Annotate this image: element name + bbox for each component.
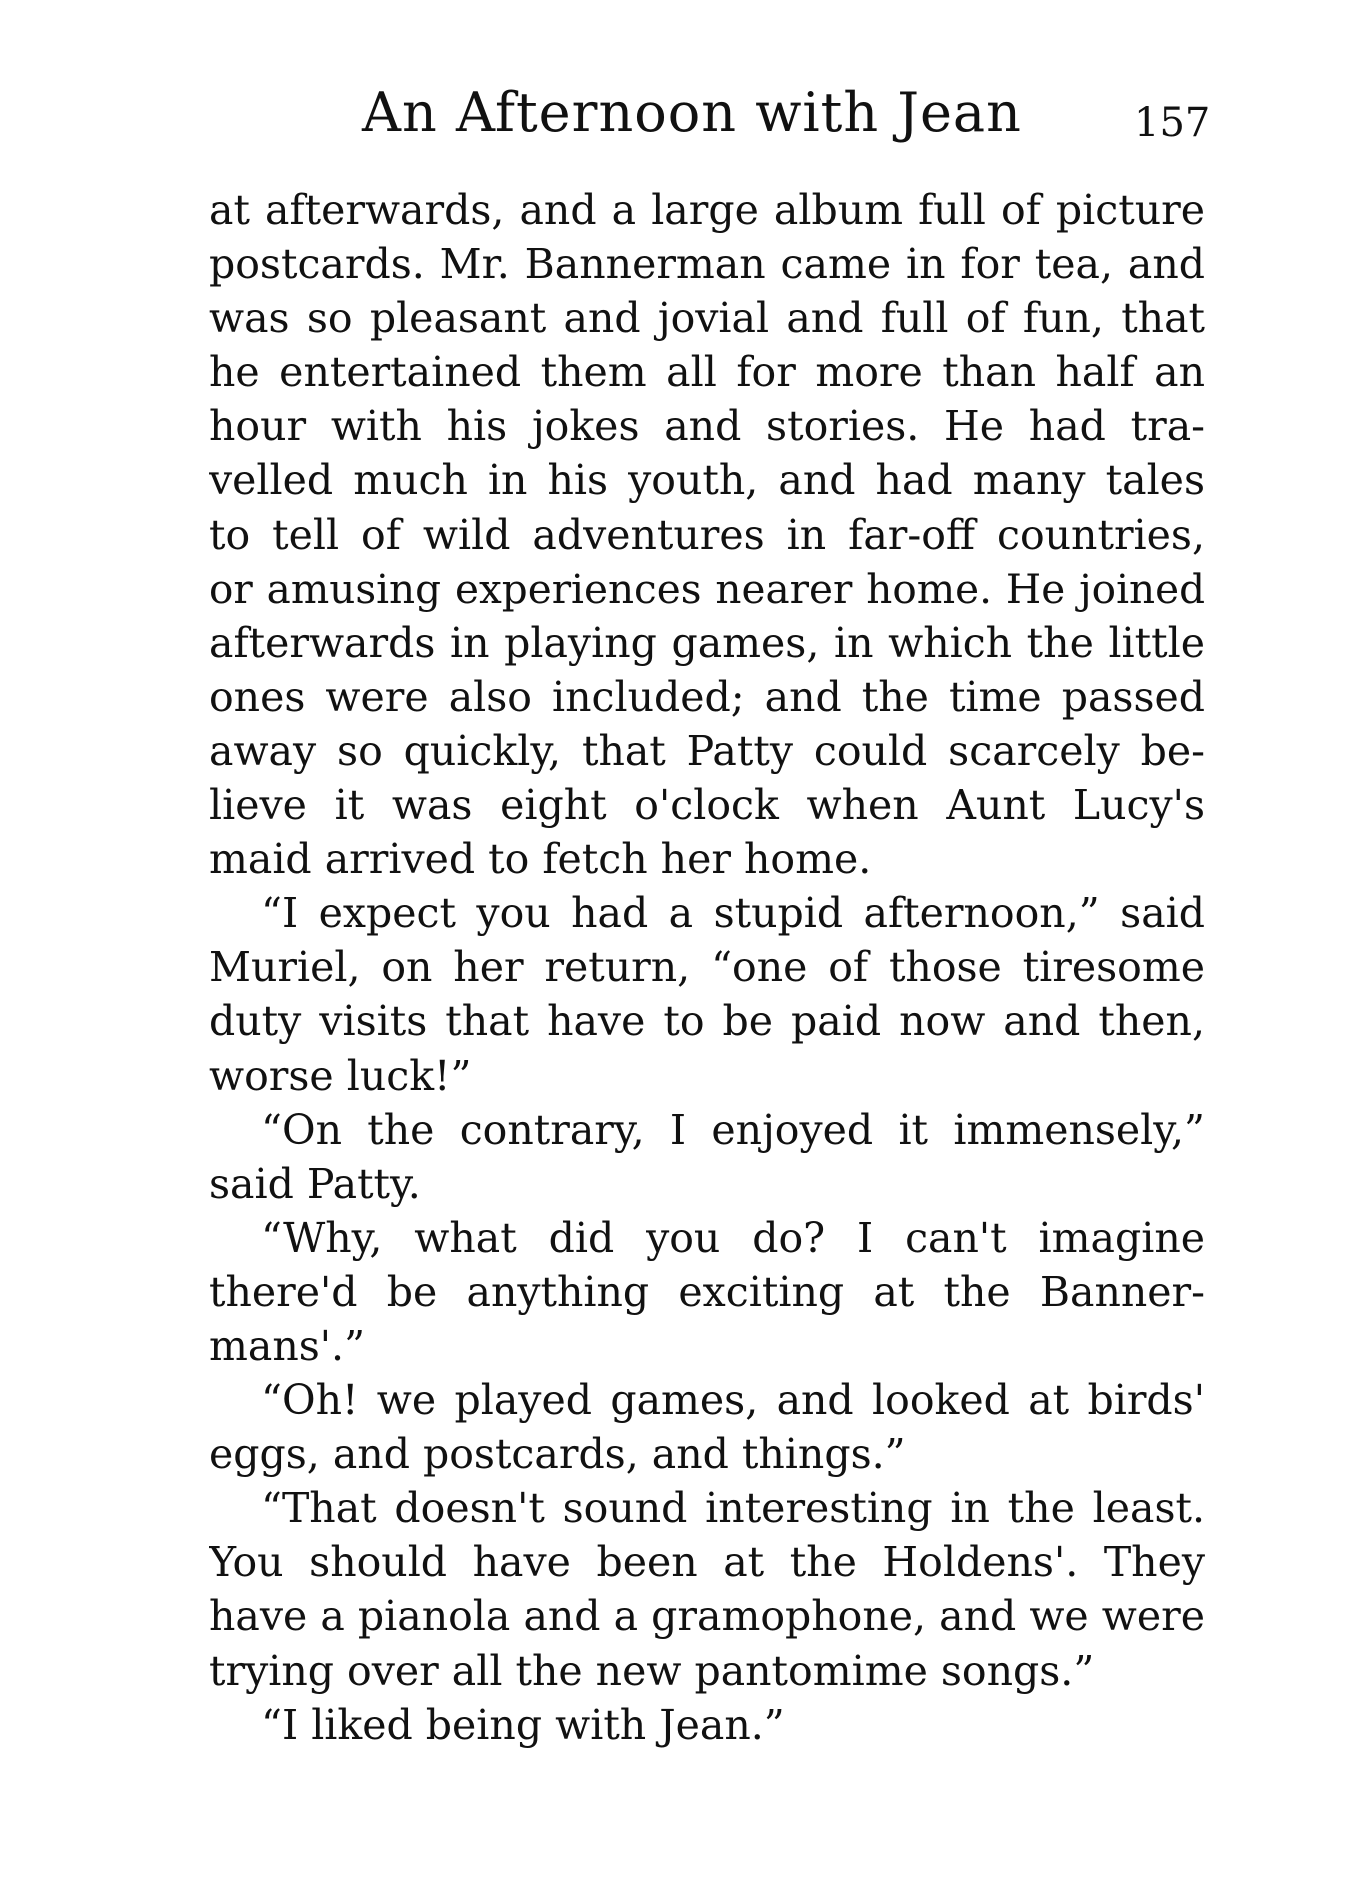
text-line: or amusing experiences nearer home. He joined <box>209 564 1205 613</box>
text-line: there'd be anything exciting at the Banner- <box>209 1267 1205 1316</box>
text-line: ones were also included; and the time passed <box>209 672 1205 721</box>
text-line: mans'.” <box>209 1321 366 1370</box>
text-line: at afterwards, and a large album full of picture <box>209 186 1205 234</box>
text-line: “Oh! we played games, and looked at birds' <box>261 1376 1205 1425</box>
text-line: You should have been at the Holdens'. They <box>209 1538 1205 1587</box>
text-line: “I expect you had a stupid afternoon,” said <box>261 889 1205 938</box>
text-line: velled much in his youth, and had many tales <box>209 456 1205 505</box>
text-line: said Patty. <box>209 1159 421 1208</box>
text-line: “I liked being with Jean.” <box>261 1700 785 1749</box>
text-line: “That doesn't sound interesting in the least. <box>261 1484 1205 1533</box>
text-line: eggs, and postcards, and things.” <box>209 1430 906 1479</box>
text-line: hour with his jokes and stories. He had tra- <box>209 402 1205 451</box>
text-line: postcards. Mr. Bannerman came in for tea, and <box>209 240 1205 289</box>
text-line: duty visits that have to be paid now and then, <box>209 997 1205 1046</box>
text-line: afterwards in playing games, in which the little <box>209 618 1205 667</box>
text-line: was so pleasant and jovial and full of fun, that <box>209 294 1205 343</box>
page-number: 157 <box>1134 100 1211 146</box>
body-text <box>209 183 1205 1752</box>
text-line: “Why, what did you do? I can't imagine <box>261 1213 1205 1262</box>
text-line: worse luck!” <box>209 1051 472 1100</box>
text-line: away so quickly, that Patty could scarcely be- <box>209 726 1205 775</box>
text-line: trying over all the new pantomime songs.” <box>209 1646 1095 1695</box>
text-line: Muriel, on her return, “one of those tiresome <box>209 943 1205 992</box>
text-line: maid arrived to fetch her home. <box>209 835 872 884</box>
text-line: have a pianola and a gramophone, and we were <box>209 1592 1205 1641</box>
text-line: “On the contrary, I enjoyed it immensely,” <box>261 1105 1205 1154</box>
text-line: lieve it was eight o'clock when Aunt Lucy's <box>209 781 1205 830</box>
text-line: he entertained them all for more than half an <box>209 348 1205 397</box>
running-title: An Afternoon with Jean <box>362 81 1022 144</box>
text-line: to tell of wild adventures in far-off countries, <box>209 510 1205 559</box>
